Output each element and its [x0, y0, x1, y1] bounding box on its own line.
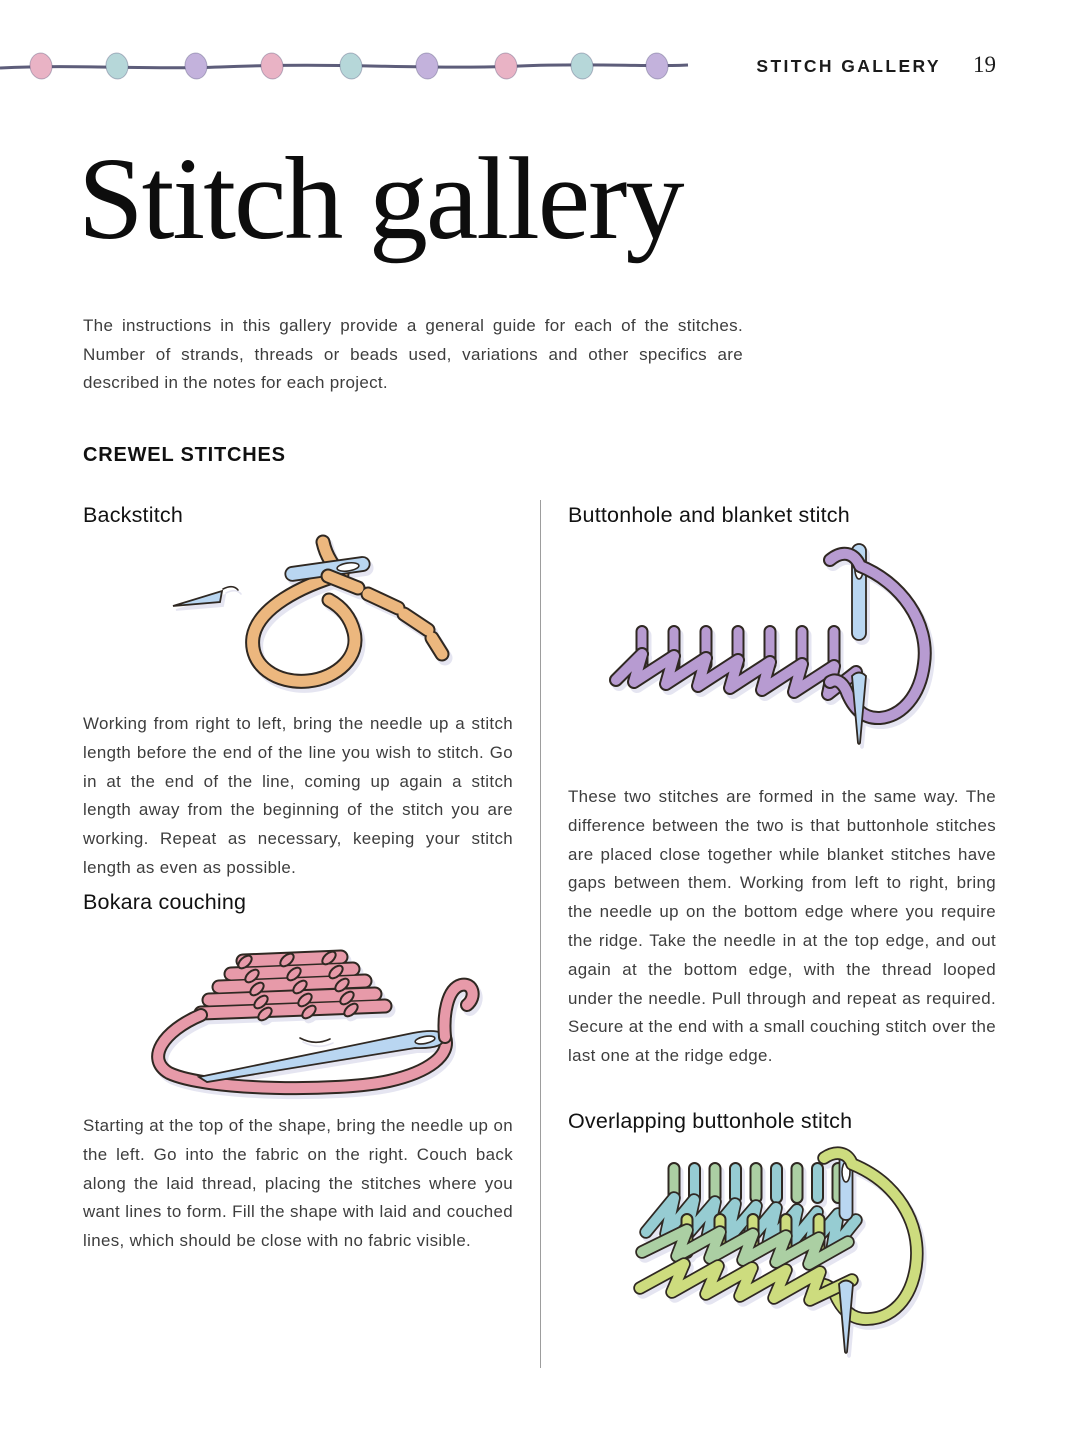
- bead: [28, 52, 53, 81]
- bead: [414, 52, 439, 81]
- running-head-label: STITCH GALLERY: [756, 56, 941, 76]
- stitch-heading-backstitch: Backstitch: [83, 503, 183, 527]
- ridge-thread: [616, 654, 856, 694]
- needle-point: [852, 673, 866, 745]
- bokara-description: Starting at the top of the shape, bring the needle up on the left. Go into the fabric on the right. Couch back along the laid thread, placing the stitches where you want lines to form. Fill the shape with laid and couched lines, which should be close with no fabric visible.: [83, 1116, 513, 1251]
- lime-ridge: [640, 1264, 852, 1300]
- page-number: 19: [973, 52, 996, 77]
- running-head: [756, 52, 996, 78]
- bead-thread-ornament: [0, 48, 690, 86]
- backstitch-description: Working from right to left, bring the needle up a stitch length before the end of the line you wish to stitch. Go in at the end of the line, coming up again a stitch length away from the beginning of the stitch you are working. Repeat as necessary, keeping your stitch length as even as possible.: [83, 714, 513, 877]
- needle-tip: [173, 591, 222, 606]
- stitch-heading-bokara: Bokara couching: [83, 890, 247, 914]
- column-divider: [540, 500, 541, 1368]
- buttonhole-illustration: [590, 540, 990, 752]
- bead: [104, 52, 129, 81]
- buttonhole-description: These two stitches are formed in the same way. The difference between the two is that buttonhole stitches are placed close together while blanket stitches have gaps between them. Working from left to right, bring the needle up on the bottom edge where you require the ridge. Take the needle in at the top edge, and out again at the bottom edge, with the thread looped under the needle. Pull through and repeat as required. Secure at the end with a small couching stitch over the last one at the ridge edge.: [568, 787, 996, 1066]
- motion-mark: [300, 1038, 330, 1042]
- bead: [644, 52, 669, 81]
- page-title: Stitch gallery: [78, 133, 683, 264]
- bead: [183, 52, 208, 81]
- working-thread: [830, 554, 925, 718]
- stitch-heading-overlapping: Overlapping buttonhole stitch: [568, 1109, 853, 1133]
- overlapping-buttonhole-illustration: [600, 1148, 990, 1360]
- intro-paragraph: The instructions in this gallery provide a general guide for each of the stitches. Number of strands, threads or beads used, variations and other specifics are described in the notes for each project.: [83, 316, 743, 393]
- bokara-couching-illustration: [95, 945, 495, 1095]
- needle-point: [839, 1281, 853, 1354]
- motion-mark: [223, 587, 238, 590]
- section-heading: CREWEL STITCHES: [83, 444, 286, 466]
- backstitch-illustration: [110, 542, 500, 700]
- bead: [338, 52, 363, 81]
- stitch-heading-buttonhole: Buttonhole and blanket stitch: [568, 503, 850, 527]
- bead: [493, 52, 518, 81]
- bead: [259, 52, 284, 81]
- bead: [569, 52, 594, 81]
